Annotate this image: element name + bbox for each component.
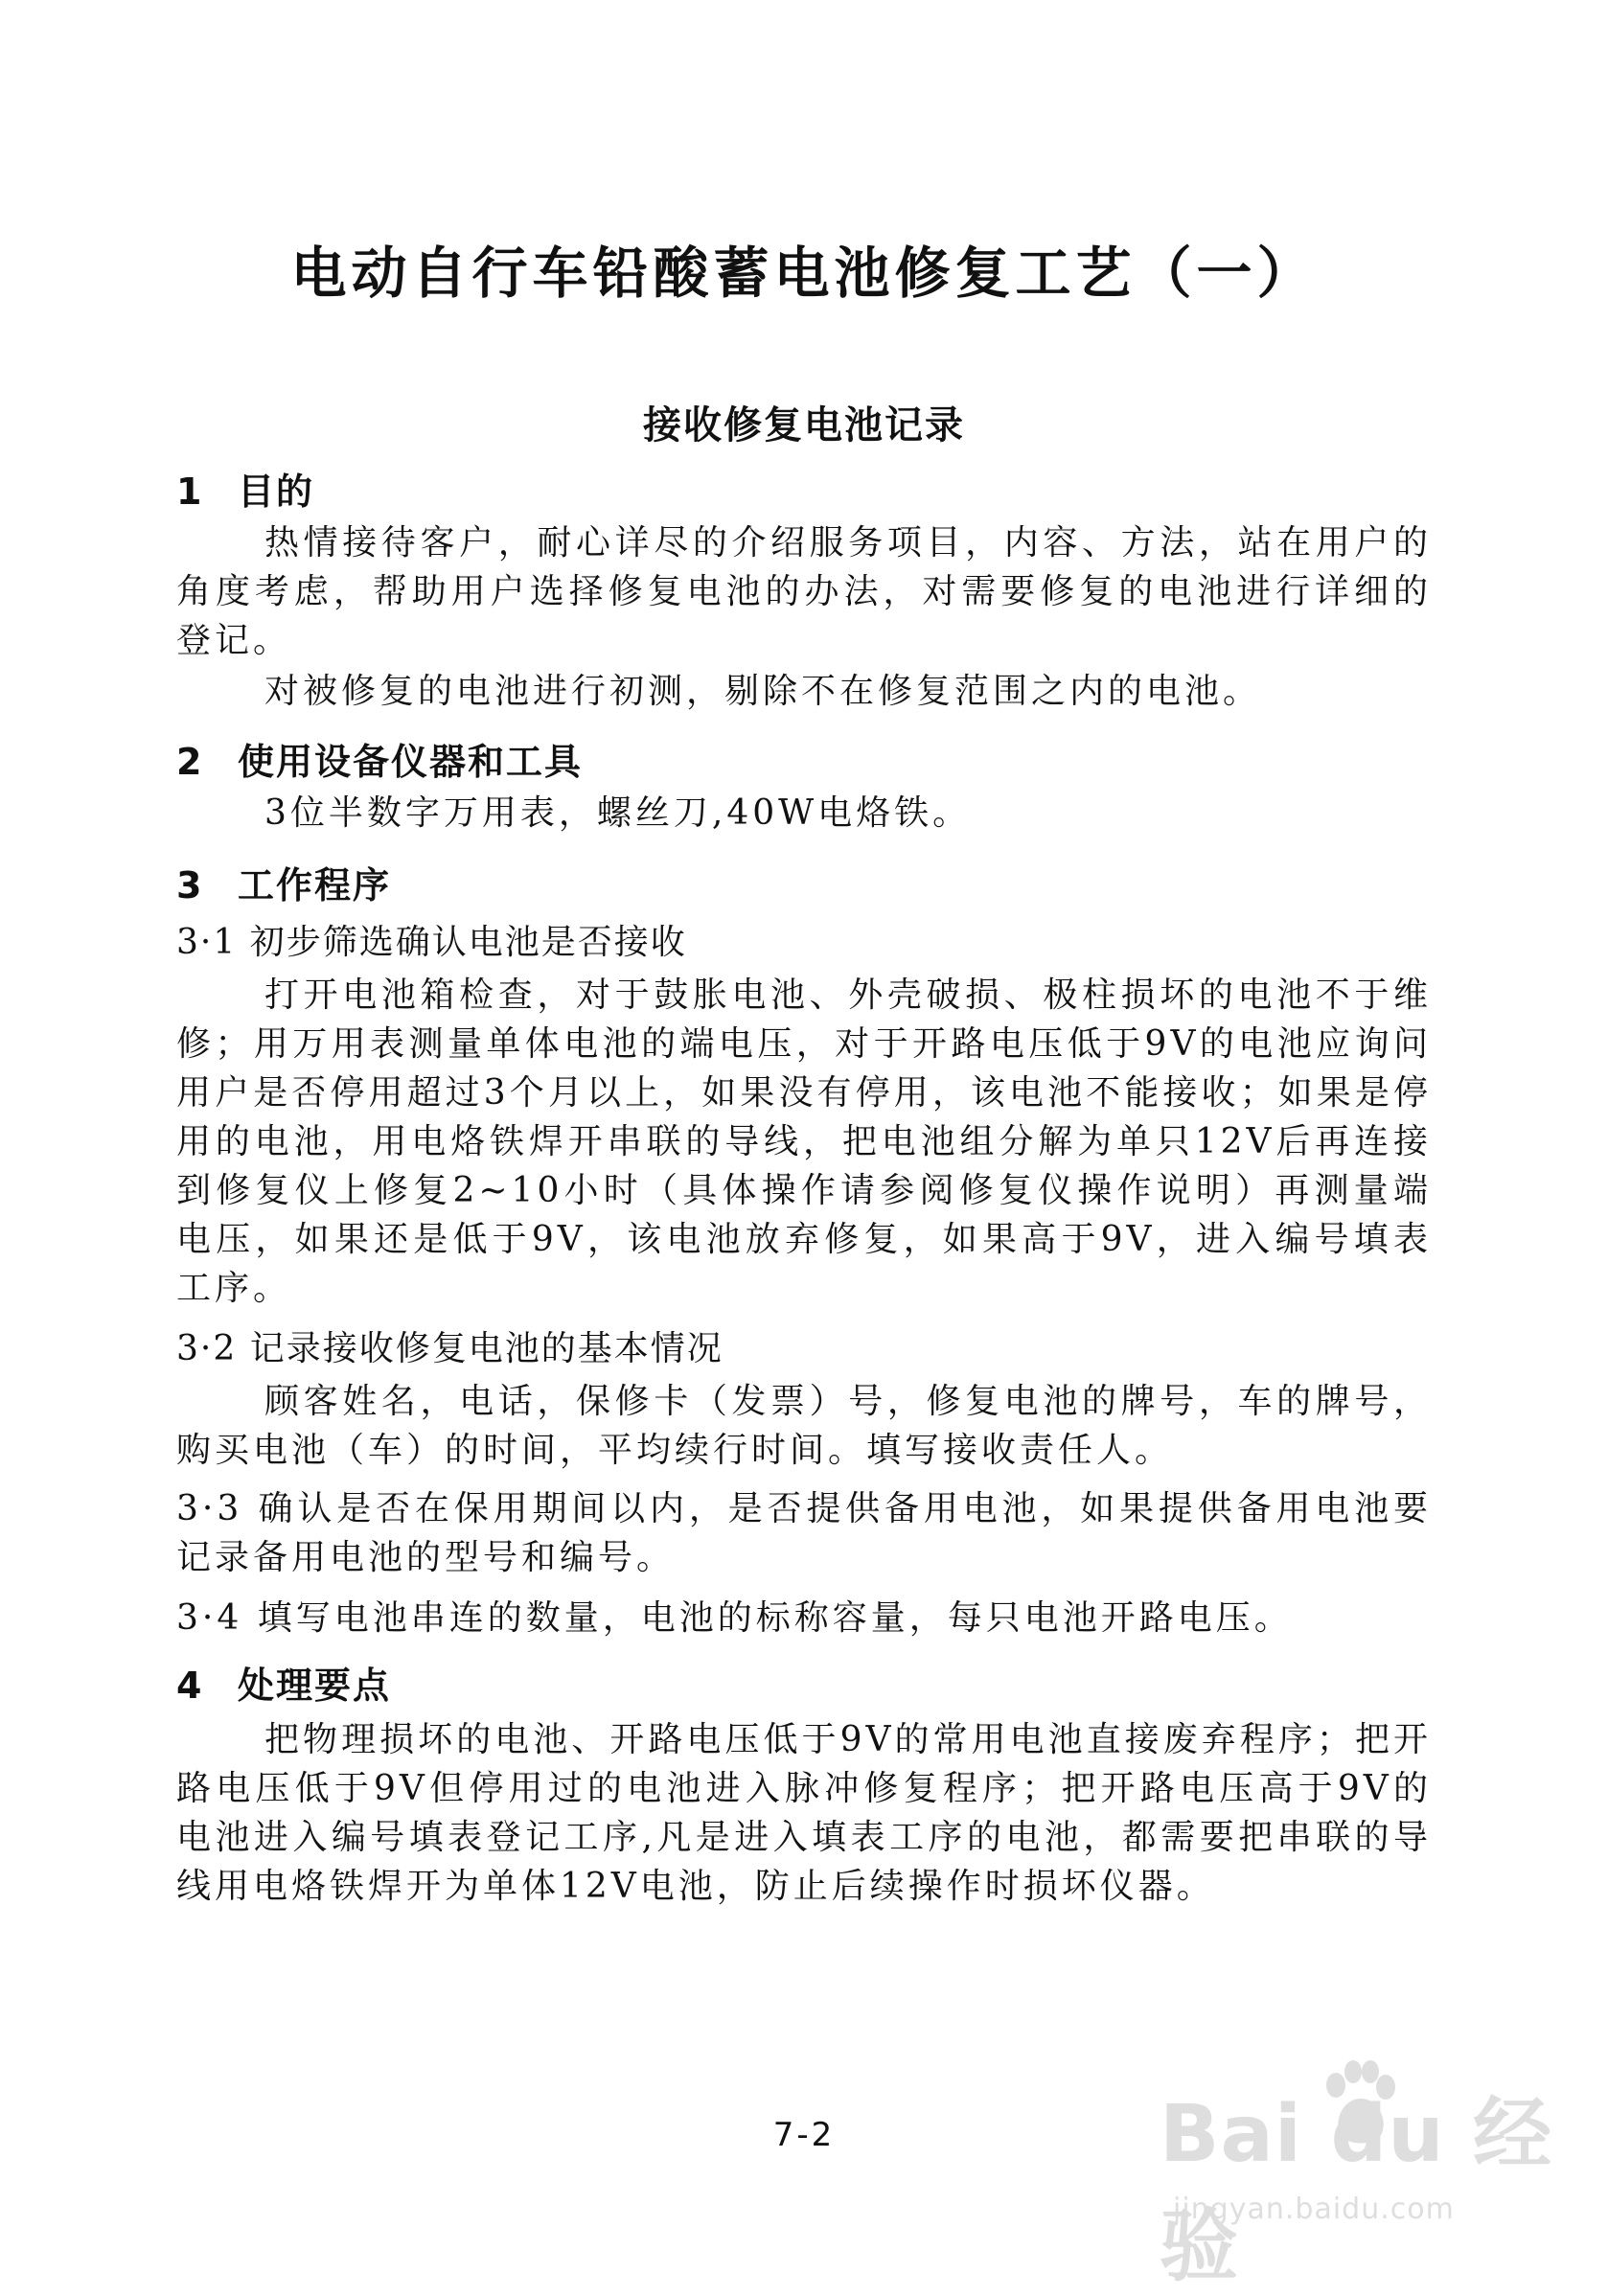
section-number: 2: [176, 741, 204, 783]
section-1-paragraph-2: 对被修复的电池进行初测，剔除不在修复范围之内的电池。: [264, 672, 1262, 711]
page-title: 电动自行车铅酸蓄电池修复工艺（一）: [290, 241, 1318, 306]
section-number: 1: [176, 471, 204, 513]
section-2-paragraph: 3位半数字万用表，螺丝刀,40W电烙铁。: [264, 793, 972, 833]
section-1-paragraph-1: 热情接待客户，耐心详尽的介绍服务项目，内容、方法，站在用户的角度考虑，帮助用户选择修复电池的办法，对需要修复的电池进行详细的登记。: [176, 523, 1432, 660]
subsection-3-3-text: 3·3 确认是否在保用期间以内，是否提供备用电池，如果提供备用电池要记录备用电池的型号和编号。: [176, 1489, 1432, 1577]
subsection-3-4-text: 3·4 填写电池串连的数量，电池的标称容量，每只电池开路电压。: [176, 1598, 1293, 1638]
section-4-heading: [176, 1656, 391, 1709]
page-number: 7-2: [772, 2116, 836, 2154]
section-4-paragraph: 把物理损坏的电池、开路电压低于9V的常用电池直接废弃程序；把开路电压低于9V但停用过的电池进入脉冲修复程序；把开路电压高于9V的电池进入编号填表登记工序,凡是进入填表工序的电池，都需要把串联的导线用电烙铁焊开为单体12V电池，防止后续操作时损坏仪器。: [176, 1720, 1432, 1906]
section-1-heading: [176, 462, 314, 515]
section-title: 目的: [238, 471, 315, 513]
section-3-heading: [176, 856, 391, 908]
subsection-3-1-label: 3·1 初步筛选确认电池是否接收: [176, 923, 687, 962]
subsection-3-1-paragraph: 打开电池箱检查，对于鼓胀电池、外壳破损、极柱损坏的电池不于维修；用万用表测量单体电池的端电压，对于开路电压低于9V的电池应询问用户是否停用超过3个月以上，如果没有停用，该电池不能接收；如果是停用的电池，用电烙铁焊开串联的导线，把电池组分解为单只12V后再连接到修复仪上修复2~10小时（具体操作请参阅修复仪操作说明）再测量端电压，如果还是低于9V，该电池放弃修复，如果高于9V，进入编号填表工序。: [176, 976, 1432, 1308]
section-number: 4: [176, 1665, 204, 1707]
section-number: 3: [176, 864, 204, 907]
subsection-3-2-label: 3·2 记录接收修复电池的基本情况: [176, 1329, 724, 1368]
section-2-heading: [176, 732, 583, 785]
section-title: 工作程序: [238, 864, 392, 907]
section-title: 使用设备仪器和工具: [238, 741, 584, 783]
section-title: 处理要点: [238, 1665, 392, 1707]
watermark-url: jingyan.baidu.com: [1173, 2193, 1455, 2226]
subsection-3-2-paragraph: 顾客姓名，电话，保修卡（发票）号，修复电池的牌号，车的牌号，购买电池（车）的时间，平均续行时间。填写接收责任人。: [176, 1382, 1432, 1470]
page-subtitle: 接收修复电池记录: [643, 403, 965, 448]
watermark-brand: Bai du 经验: [1160, 2089, 1553, 2292]
